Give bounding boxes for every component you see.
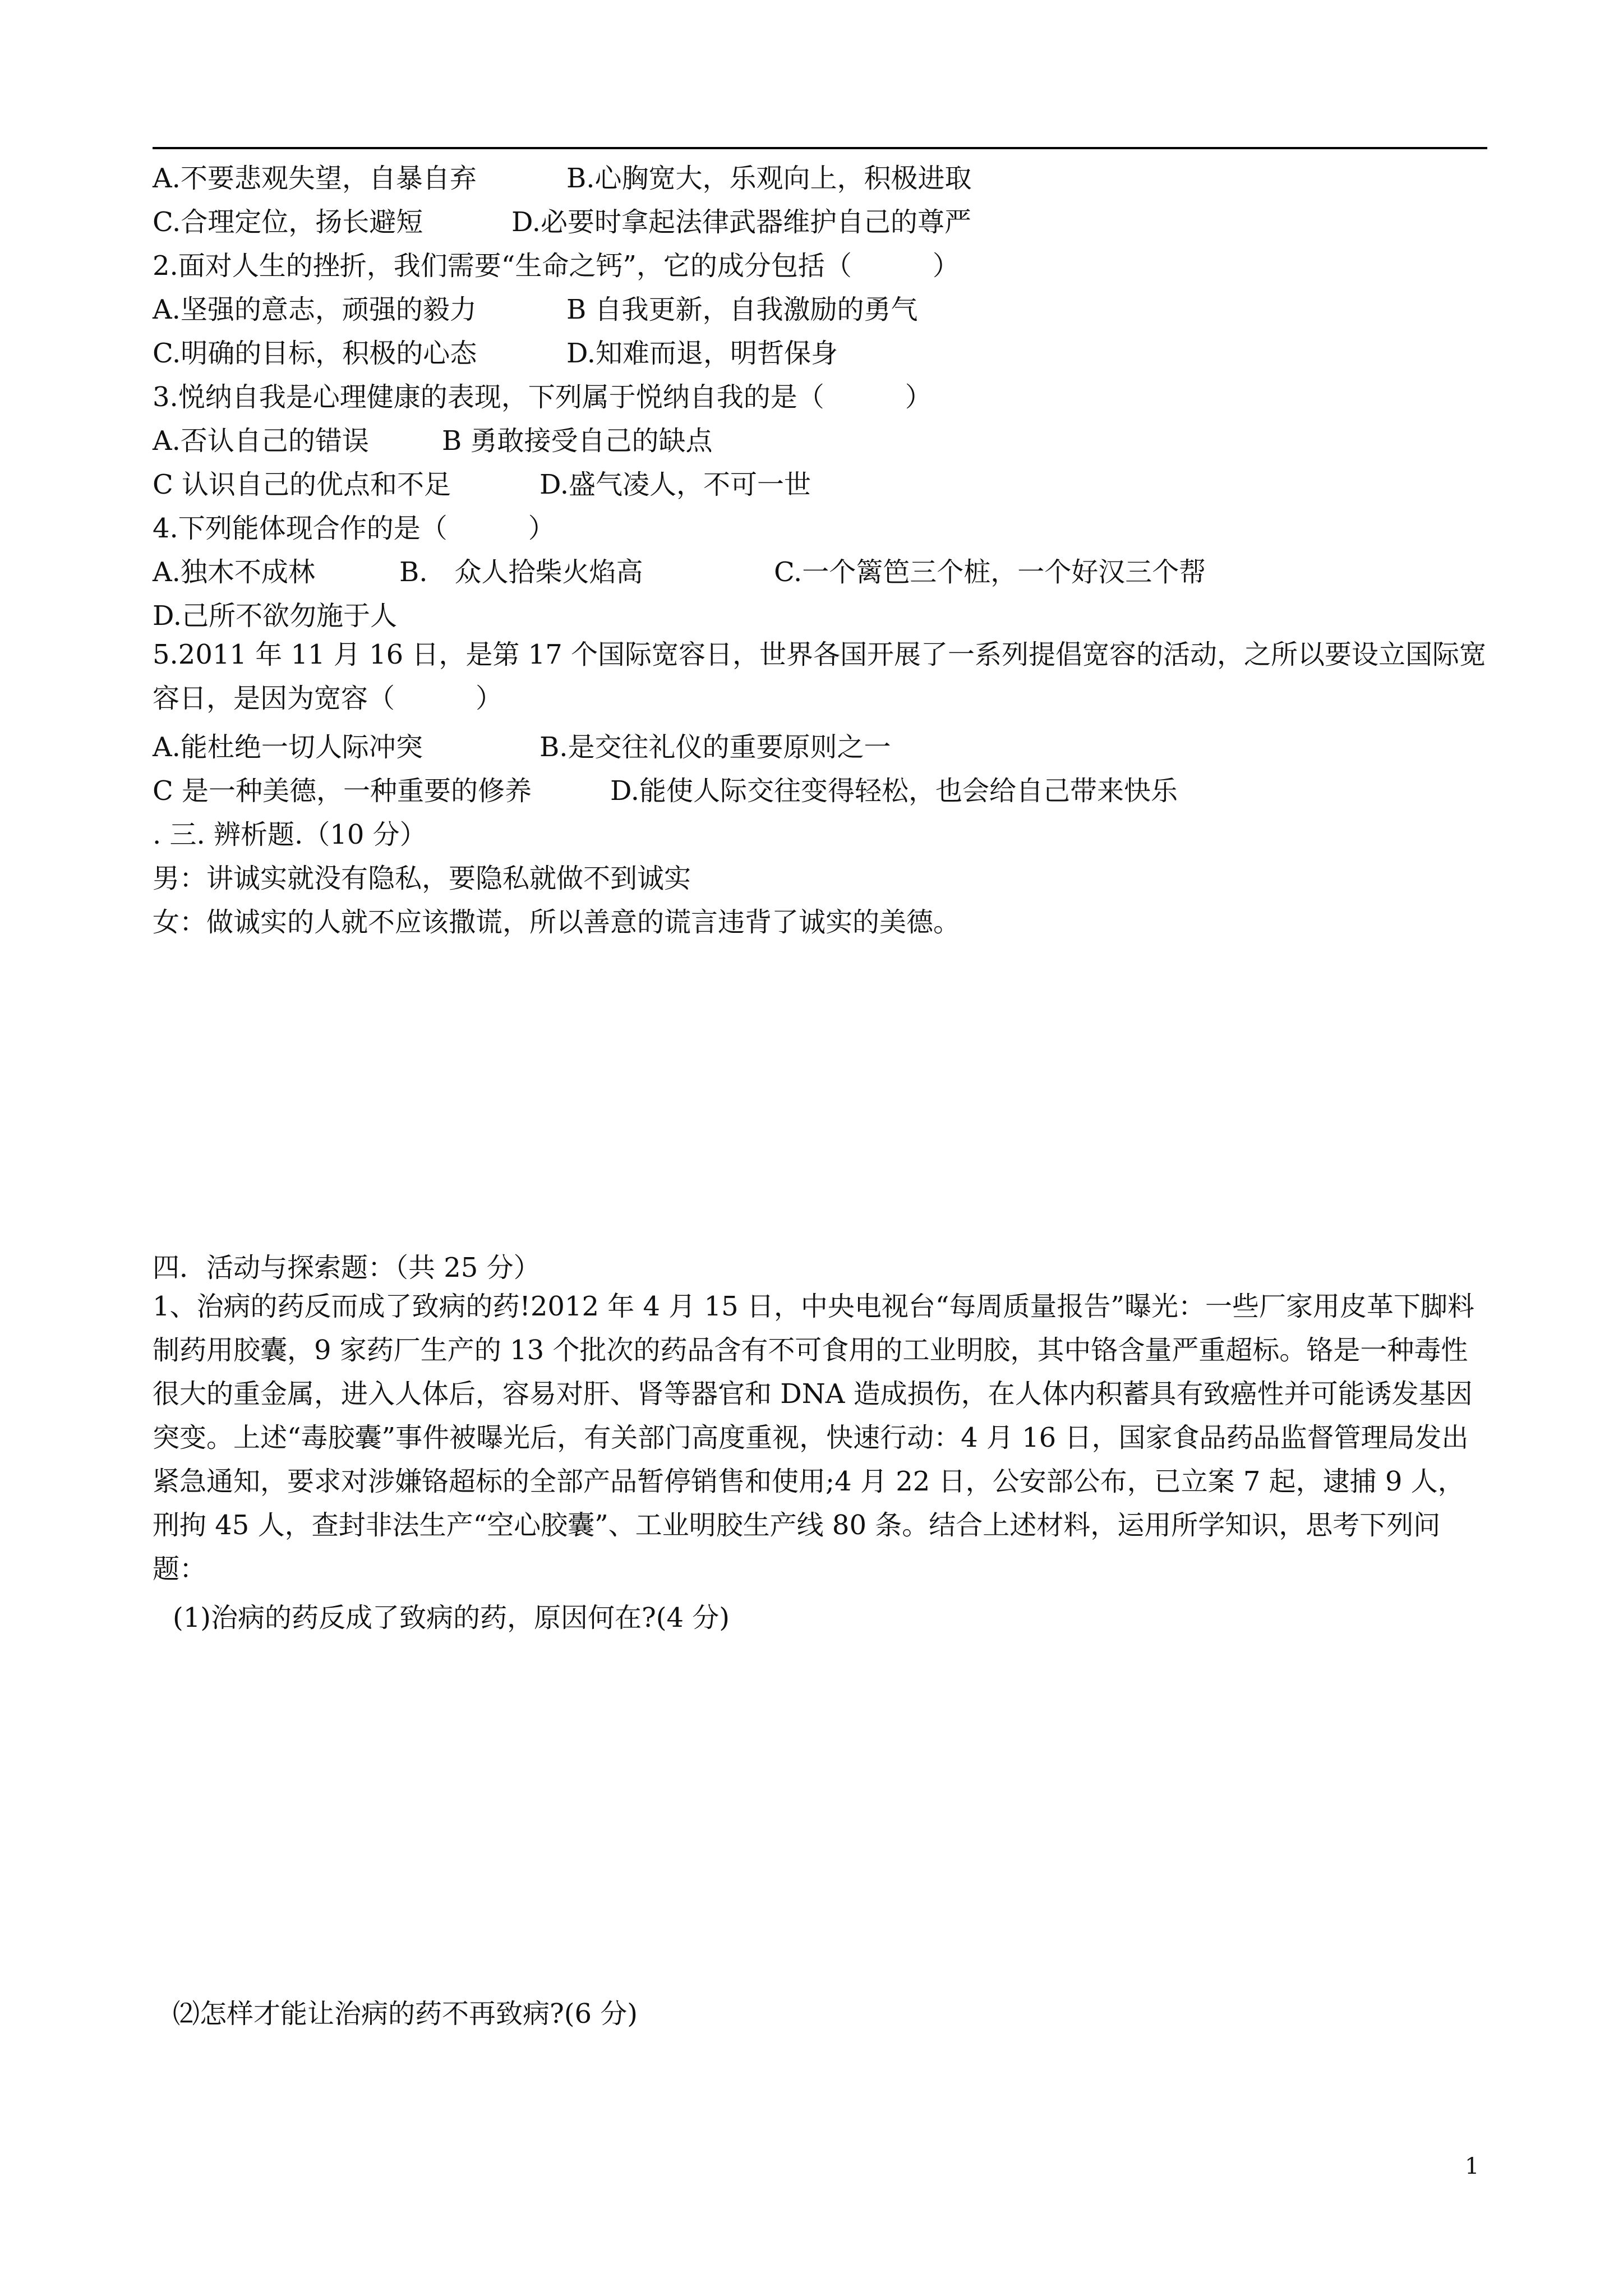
section4-sub-question-2: ⑵怎样才能让治病的药不再致病?(6 分)	[173, 1998, 638, 2030]
q1-option-c: C.合理定位，扬长避短	[153, 206, 423, 238]
q5-option-a: A.能杜绝一切人际冲突	[153, 731, 423, 763]
q3-stem: 3.悦纳自我是心理健康的表现，下列属于悦纳自我的是（ ）	[153, 381, 932, 413]
q2-options-row-2	[153, 337, 838, 370]
q5-option-c: C 是一种美德，一种重要的修养	[153, 775, 532, 807]
header-rule	[153, 147, 1487, 149]
page-number: 1	[1465, 2154, 1479, 2179]
q2-option-a: A.坚强的意志，顽强的毅力	[153, 294, 477, 325]
section4-heading: 四．活动与探索题：（共 25 分）	[153, 1252, 541, 1283]
q4-option-b: B. 众人拾柴火焰高	[399, 556, 643, 588]
q3-option-b: B 勇敢接受自己的缺点	[442, 425, 713, 457]
q1-options-row-2	[153, 205, 971, 239]
section3-female-statement: 女：做诚实的人就不应该撒谎，所以善意的谎言违背了诚实的美德。	[153, 907, 961, 938]
section3-male-statement: 男：讲诚实就没有隐私，要隐私就做不到诚实	[153, 863, 691, 894]
q4-option-c: C.一个篱笆三个桩，一个好汉三个帮	[774, 556, 1206, 588]
q2-option-c: C.明确的目标，积极的心态	[153, 338, 477, 369]
q2-options-row-1	[153, 293, 918, 326]
q2-option-d: D.知难而退，明哲保身	[566, 338, 838, 369]
section3-heading: . 三. 辨析题.（10 分）	[153, 819, 427, 850]
q3-options-row-1	[153, 424, 713, 458]
q1-options-row-1	[153, 162, 972, 195]
q5-stem: 5.2011 年 11 月 16 日，是第 17 个国际宽容日，世界各国开展了一系列提倡宽容的活动，之所以要设立国际宽容日，是因为宽容（ ）	[153, 639, 1486, 714]
q2-stem: 2.面对人生的挫折，我们需要“生命之钙”，它的成分包括（ ）	[153, 250, 960, 282]
q1-option-b: B.心胸宽大，乐观向上，积极进取	[566, 163, 972, 194]
q5-options-row-1	[153, 730, 891, 764]
q5-options-row-2	[153, 774, 1178, 808]
q1-option-a: A.不要悲观失望，自暴自弃	[153, 163, 477, 194]
q4-stem: 4.下列能体现合作的是（ ）	[153, 513, 555, 544]
q5-option-d: D.能使人际交往变得轻松，也会给自己带来快乐	[610, 775, 1178, 807]
q5-option-b: B.是交往礼仪的重要原则之一	[540, 731, 891, 763]
q4-option-d: D.己所不欲勿施于人	[153, 600, 398, 632]
q3-options-row-2	[153, 468, 811, 501]
q2-option-b: B 自我更新，自我激励的勇气	[566, 294, 918, 325]
q3-option-c: C 认识自己的优点和不足	[153, 469, 451, 500]
q3-option-a: A.否认自己的错误	[153, 425, 369, 457]
q1-option-d: D.必要时拿起法律武器维护自己的尊严	[511, 206, 972, 238]
section4-material: 1、治病的药反而成了致病的药!2012 年 4 月 15 日，中央电视台“每周质量报告”曝光：一些厂家用皮革下脚料制药用胶囊，9 家药厂生产的 13 个批次的药品含有不可食用的工业明胶，其中铬含量严重超标。铬是一种毒性很大的重金属，进入人体后，容易对肝、肾等器官和 DNA 造成损伤，在人体内积蓄具有致癌性并可能诱发基因突变。上述“毒胶囊”事件被曝光后，有关部门高度重视，快速行动：4 月 16 日，国家食品药品监督管理局发出紧急通知，要求对涉嫌铬超标的全部产品暂停销售和使用;4 月 22 日，公安部公布，已立案 7 起，逮捕 9 人，刑拘 45 人，查封非法生产“空心胶囊”、工业明胶生产线 80 条。结合上述材料，运用所学知识，思考下列问题：	[153, 1291, 1474, 1585]
q3-option-d: D.盛气凌人，不可一世	[540, 469, 811, 500]
q4-options-row-1	[153, 555, 1206, 589]
q4-option-a: A.独木不成林	[153, 556, 315, 588]
section4-sub-question-1: (1)治病的药反成了致病的药，原因何在?(4 分)	[173, 1602, 730, 1634]
